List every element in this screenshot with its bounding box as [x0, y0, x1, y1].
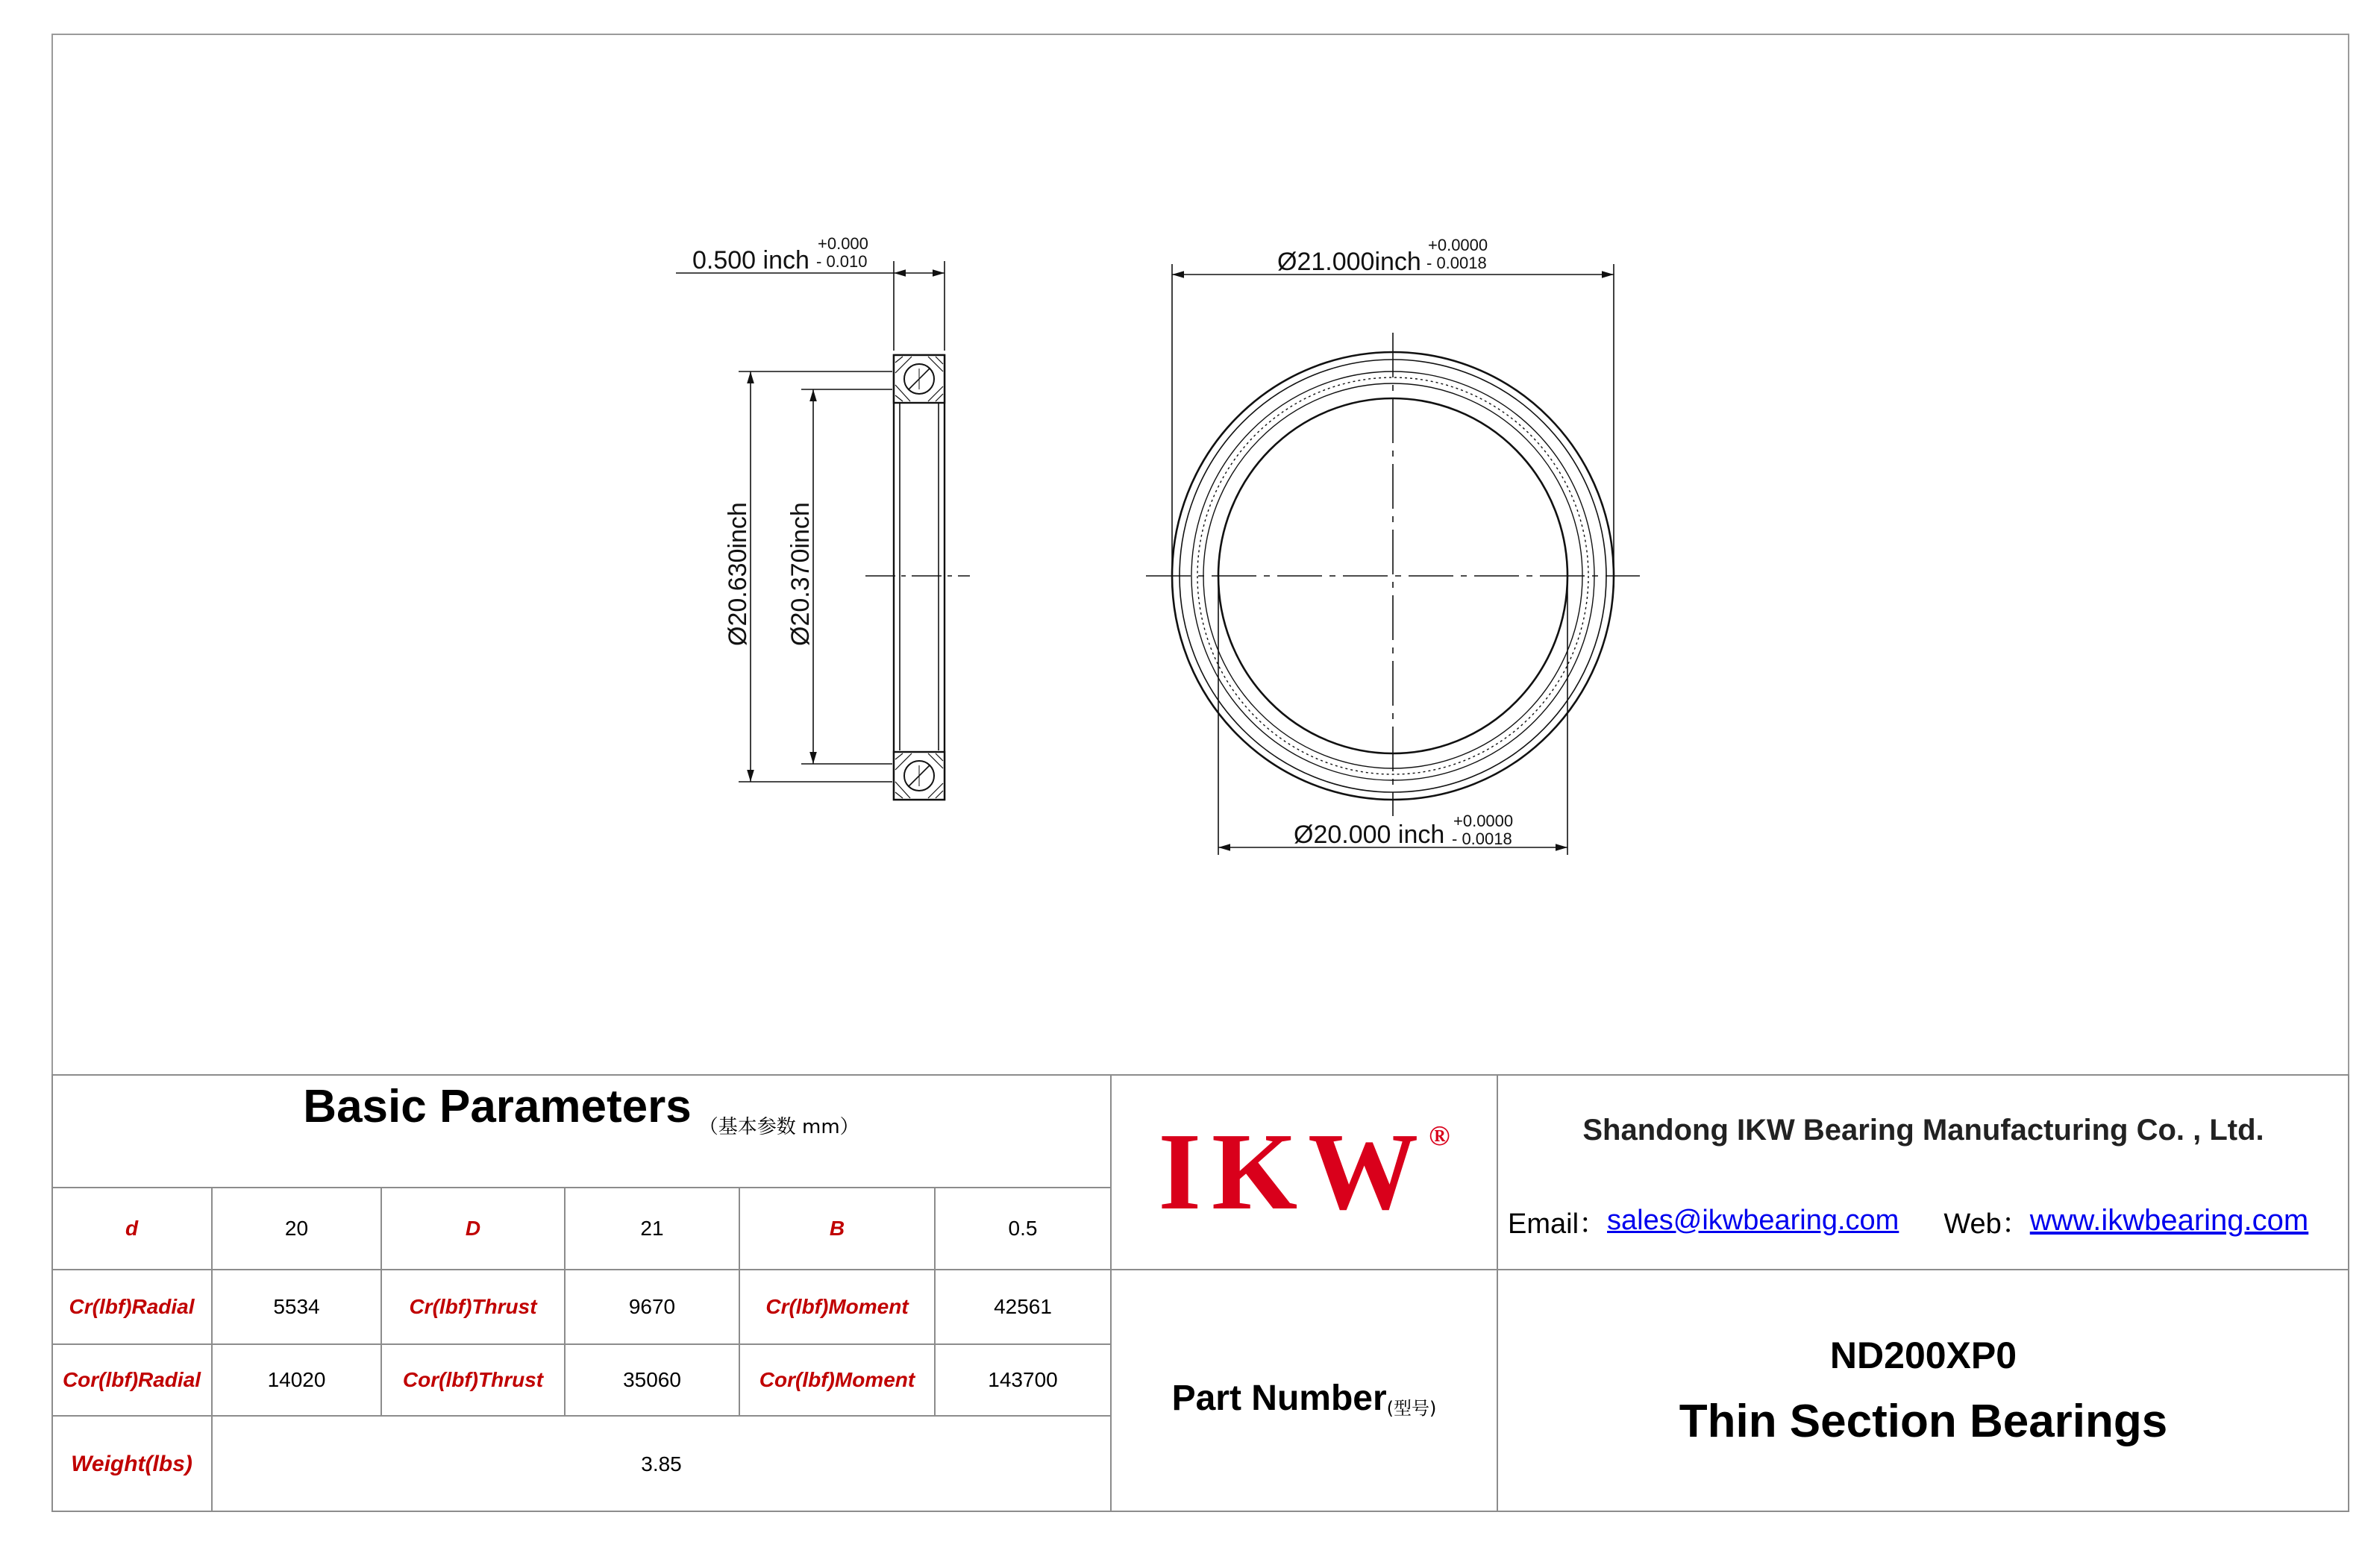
param-value-cor-radial: 14020: [267, 1368, 326, 1391]
param-label-weight: Weight(lbs): [71, 1451, 192, 1476]
width-tol-lower: - 0.010: [816, 252, 868, 271]
param-value-cor-thrust: 35060: [623, 1368, 681, 1391]
param-label-D: D: [465, 1217, 481, 1240]
contact-line: [1497, 1171, 2349, 1270]
param-label-cor-radial: Cor(lbf)Radial: [62, 1368, 201, 1391]
outer-tol-lower: - 0.0018: [1426, 254, 1487, 272]
param-label-cr-moment: Cr(lbf)Moment: [765, 1295, 909, 1318]
part-number-value: ND200XP0: [1829, 1335, 2017, 1376]
bearing-series: Thin Section Bearings: [1679, 1395, 2168, 1447]
param-value-cr-moment: 42561: [994, 1295, 1052, 1318]
bore-diameter: Ø20.000 inch: [1294, 821, 1445, 849]
inner-ring-diameter: Ø20.370inch: [786, 502, 815, 646]
outer-ring-diameter: Ø20.630inch: [724, 502, 752, 646]
web-link[interactable]: www.ikwbearing.com: [2029, 1203, 2309, 1237]
bore-tol-lower: - 0.0018: [1452, 830, 1512, 848]
registered-mark: ®: [1429, 1120, 1450, 1152]
param-value-cr-thrust: 9670: [628, 1295, 676, 1318]
param-label-cor-moment: Cor(lbf)Moment: [759, 1368, 915, 1391]
param-label-cor-thrust: Cor(lbf)Thrust: [402, 1368, 544, 1391]
param-label-cr-thrust: Cr(lbf)Thrust: [409, 1295, 537, 1318]
title-block: [51, 1074, 2349, 1512]
param-value-D: 21: [640, 1217, 664, 1240]
part-number-label-cell: [1111, 1270, 1497, 1512]
part-number-label: Part Number: [1171, 1379, 1387, 1418]
logo-text: IKW: [1158, 1111, 1429, 1233]
email-label: Email：: [1508, 1208, 1608, 1240]
param-value-cor-moment: 143700: [988, 1368, 1058, 1391]
part-number-label-sub: (型号): [1386, 1398, 1437, 1419]
param-label-cr-radial: Cr(lbf)Radial: [69, 1295, 195, 1318]
front-view: [1146, 264, 1640, 855]
param-label-d: d: [125, 1217, 139, 1240]
bore-tol-upper: +0.0000: [1453, 812, 1514, 830]
basic-parameters-header: [51, 1074, 1111, 1188]
basic-parameters-subtitle: （基本参数 mm）: [698, 1116, 859, 1138]
web-label: Web：: [1943, 1208, 2030, 1240]
company-name: Shandong IKW Bearing Manufacturing Co. , Ltd.: [1582, 1113, 2264, 1147]
param-label-B: B: [829, 1217, 845, 1240]
param-value-weight: 3.85: [641, 1452, 682, 1476]
width-dimension: 0.500 inch: [692, 246, 809, 275]
basic-parameters-title: Basic Parameters: [303, 1081, 692, 1132]
outer-diameter: Ø21.000inch: [1277, 248, 1421, 276]
param-value-cr-radial: 5534: [273, 1295, 320, 1318]
side-view: [676, 261, 970, 800]
width-tol-upper: +0.000: [818, 234, 868, 253]
outer-tol-upper: +0.0000: [1428, 236, 1488, 254]
ikw-logo: [1111, 1074, 1497, 1270]
email-link[interactable]: sales@ikwbearing.com: [1607, 1204, 1899, 1236]
param-value-d: 20: [284, 1217, 309, 1240]
param-value-B: 0.5: [1008, 1217, 1038, 1240]
